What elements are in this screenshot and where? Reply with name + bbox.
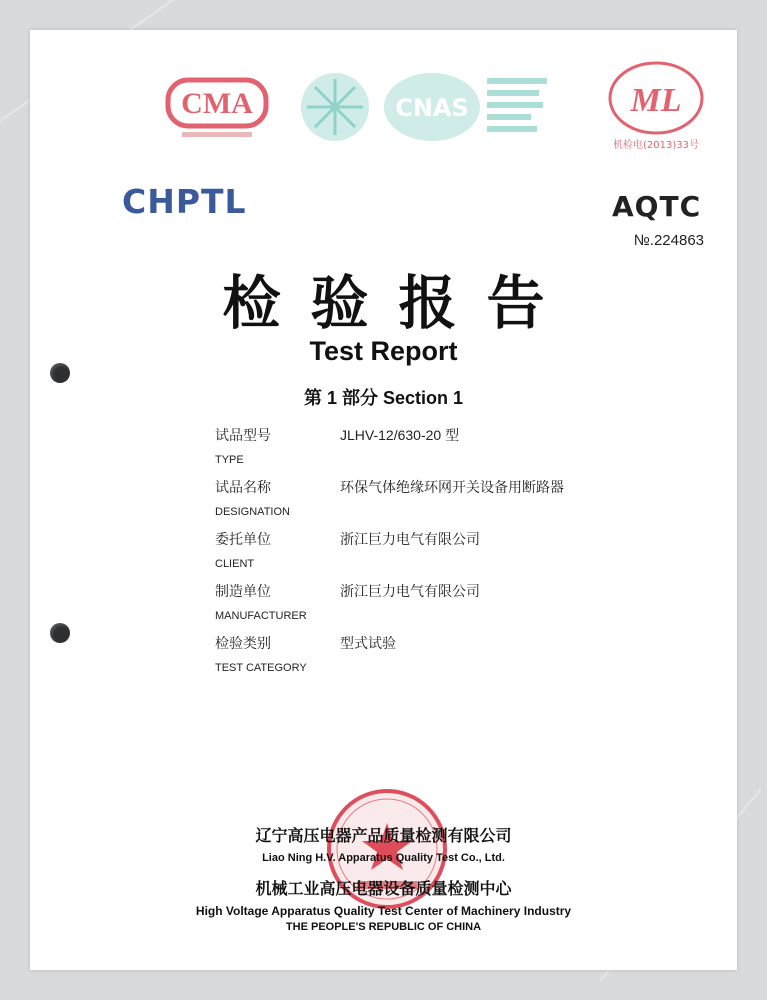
field-label-cn: 制造单位 <box>215 584 271 600</box>
ml-logo-caption: 机检电(2013)33号 <box>613 140 699 151</box>
country-name: THE PEOPLE'S REPUBLIC OF CHINA <box>285 921 482 933</box>
field-label-cn: 试品名称 <box>215 480 271 496</box>
center-name-en: High Voltage Apparatus Quality Test Center of Machinery Industry <box>195 904 572 918</box>
title-chinese: 检验报告 <box>222 269 575 337</box>
section-label: 第 1 部分 Section 1 <box>303 388 464 408</box>
company-name-cn: 辽宁高压电器产品质量检测有限公司 <box>255 826 512 845</box>
company-name-en: Liao Ning H.V. Apparatus Quality Test Co., Ltd. <box>262 852 505 864</box>
field-label-en: TYPE <box>215 454 244 466</box>
aqtc-logo: AQTC <box>612 190 702 223</box>
field-value-manufacturer: 浙江巨力电气有限公司 <box>340 584 480 600</box>
field-value-client: 浙江巨力电气有限公司 <box>340 532 480 548</box>
field-value-designation: 环保气体绝缘环网开关设备用断路器 <box>340 480 564 496</box>
field-label-cn: 委托单位 <box>215 532 271 548</box>
report-cover-page <box>30 30 737 970</box>
field-label-en: CLIENT <box>215 558 255 570</box>
binder-hole <box>50 623 70 643</box>
ml-logo <box>602 56 710 151</box>
binder-hole <box>50 363 70 383</box>
center-name-cn: 机械工业高压电器设备质量检测中心 <box>255 879 512 898</box>
cnas-ilac-logo <box>295 70 560 145</box>
field-value-test-category: 型式试验 <box>340 636 396 652</box>
field-label-cn: 试品型号 <box>215 428 271 444</box>
chptl-logo: CHPTL <box>122 182 247 221</box>
report-number: №.224863 <box>633 232 704 249</box>
field-value-type: JLHV-12/630-20 型 <box>340 427 460 443</box>
field-label-en: MANUFACTURER <box>215 610 307 622</box>
ml-logo-text: ML <box>630 82 682 119</box>
title-english: Test Report <box>309 336 458 366</box>
field-label-en: TEST CATEGORY <box>215 662 307 674</box>
field-label-cn: 检验类别 <box>215 636 271 652</box>
field-label-en: DESIGNATION <box>215 506 290 518</box>
cma-logo-text: CMA <box>181 87 253 120</box>
cnas-logo-text: CNAS <box>395 94 469 122</box>
cma-logo <box>160 66 275 146</box>
